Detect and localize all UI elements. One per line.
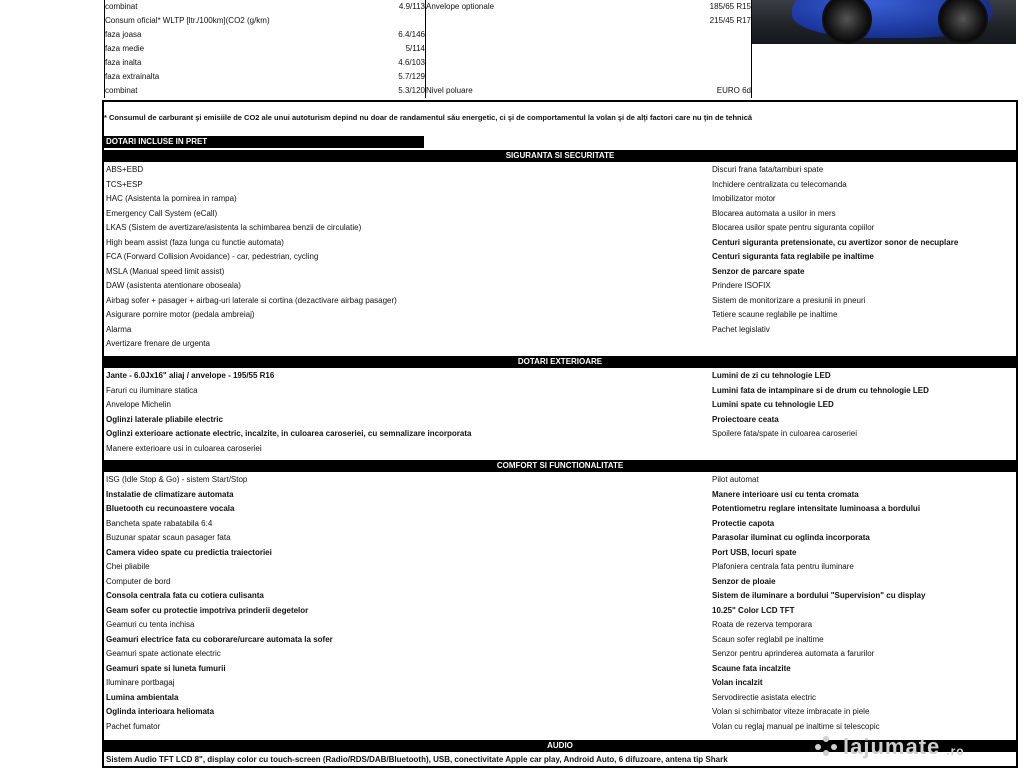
equipment-item: Blocarea usilor spate pentru siguranta copiilor: [712, 223, 875, 232]
spec-value: EURO 6d: [716, 86, 751, 95]
equipment-item: Tetiere scaune reglabile pe inaltime: [712, 310, 838, 319]
equipment-item: 10.25" Color LCD TFT: [712, 605, 795, 615]
watermark-text: lajumate: [843, 734, 941, 759]
section-right-column: [712, 163, 1012, 337]
equipment-item: Pilot automat: [712, 475, 759, 484]
equipment-item: Emergency Call System (eCall): [106, 208, 218, 218]
spec-row: [426, 0, 751, 14]
spec-label: faza joasa: [105, 30, 142, 39]
equipment-item: Geamuri spate actionate electric: [106, 649, 221, 658]
equipment-item: Buzunar spatar scaun pasager fata: [106, 533, 231, 542]
equipment-item: Volan cu reglaj manual pe inaltime si telescopic: [712, 721, 880, 731]
section-header: AUDIO: [104, 740, 1016, 752]
equipment-item: Chei pliabile: [106, 562, 150, 571]
equipment-item: Geamuri cu tenta inchisa: [106, 620, 195, 629]
equipment-item: Oglinzi laterale pliabile electric: [106, 414, 223, 424]
spec-value: 5/114: [405, 44, 425, 53]
equipment-item: ISG (Idle Stop & Go) - sistem Start/Stop: [106, 475, 248, 484]
spec-row: [426, 84, 751, 98]
equipment-item: Lumini spate cu tehnologie LED: [712, 400, 834, 409]
spec-row: [426, 14, 751, 28]
spec-value: 5.3/120: [398, 86, 425, 95]
spec-row: [105, 0, 425, 14]
car-wheel: [938, 0, 988, 44]
equipment-item: Scaune fata incalzite: [712, 663, 791, 673]
spec-row: [105, 70, 425, 84]
spec-label: combinat: [105, 2, 138, 11]
equipment-item: Avertizare frenare de urgenta: [106, 339, 210, 348]
equipment-item: Protectie capota: [712, 518, 775, 528]
equipment-item: LKAS (Sistem de avertizare/asistenta la schimbarea benzii de circulatie): [106, 223, 362, 232]
equipment-item: Senzor pentru aprinderea automata a farurilor: [712, 649, 875, 658]
equipment-item: Prindere ISOFIX: [712, 281, 771, 290]
equipment-item: Camera video spate cu predictia traiectoriei: [106, 547, 272, 557]
equipment-item: Proiectoare ceata: [712, 414, 779, 424]
equipment-item: Volan incalzit: [712, 678, 763, 687]
equipment-item: Geam sofer cu protectie impotriva prinderii degetelor: [106, 605, 309, 615]
equipment-item: Pachet fumator: [106, 721, 161, 731]
equipment-item: FCA (Forward Collision Avoidance) - car, pedestrian, cycling: [106, 252, 319, 261]
tires-emissions-table: [425, 0, 752, 98]
equipment-item: Blocarea automata a usilor in mers: [712, 208, 836, 218]
spec-label: Anvelope optionale: [426, 2, 495, 11]
spec-row: [426, 28, 751, 42]
spec-row: [105, 14, 425, 28]
spec-row: [426, 42, 751, 56]
consumption-note: * Consumul de carburant şi emisiile de CO2 ale unui autoturism depind nu doar de randamentul său energetic, ci şi de comportamentul la volan şi de alţi factori care nu ţin de tehnică: [104, 113, 753, 122]
watermark-dots-icon: [815, 736, 837, 758]
spec-label: faza medie: [105, 44, 145, 53]
equipment-item: Centuri siguranta fata reglabile pe inaltime: [712, 252, 874, 261]
equipment-item: Roata de rezerva temporara: [712, 620, 813, 629]
watermark: [815, 732, 1015, 762]
equipment-item: Oglinzi exterioare actionate electric, incalzite, in culoarea caroseriei, cu semnalizare incorporata: [106, 429, 472, 438]
included-header: DOTARI INCLUSE IN PRET: [104, 136, 424, 148]
equipment-item: Senzor de ploaie: [712, 576, 776, 586]
equipment-item: Faruri cu iluminare statica: [106, 385, 198, 395]
spec-value: 5.7/129: [398, 72, 425, 81]
spec-label: faza inalta: [105, 58, 142, 67]
spec-row: [105, 84, 425, 98]
section-left-column: [106, 473, 706, 734]
equipment-item: Manere interioare usi cu tenta cromata: [712, 489, 859, 499]
spec-label: combinat: [105, 86, 138, 95]
equipment-item: ABS+EBD: [106, 165, 144, 174]
equipment-item: TCS+ESP: [106, 179, 143, 189]
spec-value: 6.4/146: [398, 30, 425, 39]
equipment-item: Centuri siguranta pretensionate, cu avertizor sonor de necuplare: [712, 237, 959, 247]
equipment-item: Lumini de zi cu tehnologie LED: [712, 371, 831, 380]
equipment-item: Bluetooth cu recunoastere vocala: [106, 504, 235, 513]
equipment-item: Geamuri spate si luneta fumurii: [106, 663, 226, 673]
equipment-item: Instalatie de climatizare automata: [106, 489, 234, 499]
equipment-item: Servodirectie asistata electric: [712, 692, 817, 702]
equipment-item: MSLA (Manual speed limit assist): [106, 266, 225, 276]
equipment-item: Bancheta spate rabatabila 6:4: [106, 518, 213, 528]
equipment-item: Potentiometru reglare intensitate luminoasa a bordului: [712, 504, 921, 513]
equipment-item: Geamuri electrice fata cu coborare/urcare automata la sofer: [106, 634, 333, 644]
spec-row: [426, 56, 751, 70]
spec-row: [105, 56, 425, 70]
watermark-suffix: .ro: [946, 744, 965, 758]
equipment-item: Lumina ambientala: [106, 692, 179, 702]
equipment-item: Asigurare pornire motor (pedala ambreiaj): [106, 310, 255, 319]
equipment-item: High beam assist (faza lunga cu functie automata): [106, 237, 284, 247]
section-header: DOTARI EXTERIOARE: [104, 356, 1016, 368]
equipment-item: Spoilere fata/spate in culoarea caroseriei: [712, 429, 857, 438]
car-photo: [752, 0, 1016, 44]
spec-value: 4.9/113: [398, 2, 425, 11]
equipment-item: Manere exterioare usi in culoarea caroseriei: [106, 443, 262, 453]
spec-label: Nivel poluare: [426, 86, 473, 95]
equipment-item: Plafoniera centrala fata pentru iluminare: [712, 562, 854, 571]
equipment-item: Iluminare portbagaj: [106, 678, 175, 687]
equipment-item: Port USB, locuri spate: [712, 547, 797, 557]
equipment-item: Sistem de monitorizare a presiunii in pneuri: [712, 295, 866, 305]
section-header: COMFORT SI FUNCTIONALITATE: [104, 460, 1016, 472]
equipment-item: Imobilizator motor: [712, 194, 776, 203]
spec-row: [426, 70, 751, 84]
equipment-item: Discuri frana fata/tamburi spate: [712, 165, 824, 174]
spec-row: [105, 42, 425, 56]
equipment-item: DAW (asistenta atentionare oboseala): [106, 281, 241, 290]
equipment-item: Senzor de parcare spate: [712, 266, 805, 276]
spec-row: [105, 28, 425, 42]
equipment-item: Inchidere centralizata cu telecomanda: [712, 179, 847, 189]
equipment-item: Pachet legislativ: [712, 324, 770, 334]
section-header: SIGURANTA SI SECURITATE: [104, 150, 1016, 162]
equipment-item: Jante - 6.0Jx16" aliaj / anvelope - 195/55 R16: [106, 371, 275, 380]
spec-label: Consum oficial* WLTP [ltr./100km](CO2 (g/km): [105, 16, 270, 25]
equipment-item: HAC (Asistenta la pornirea in rampa): [106, 194, 237, 203]
equipment-item: Computer de bord: [106, 576, 171, 586]
spec-label: faza extrainalta: [105, 72, 160, 81]
equipment-item: Anvelope Michelin: [106, 400, 171, 409]
section-left-column: [106, 369, 706, 456]
equipment-item: Parasolar iluminat cu oglinda incorporata: [712, 533, 870, 542]
equipment-item: Lumini fata de intampinare si de drum cu tehnologie LED: [712, 385, 929, 395]
section-left-column: [106, 163, 706, 352]
equipment-item: Sistem de iluminare a bordului "Supervision" cu display: [712, 591, 926, 600]
fuel-consumption-table: [104, 0, 426, 98]
equipment-item: Airbag sofer + pasager + airbag-uri laterale si cortina (dezactivare airbag pasager): [106, 295, 397, 305]
equipment-item: Consola centrala fata cu cotiera culisanta: [106, 591, 264, 600]
spec-value: 4.6/103: [398, 58, 425, 67]
equipment-item: Scaun sofer reglabil pe inaltime: [712, 634, 824, 644]
equipment-item: Sistem Audio TFT LCD 8", display color cu touch-screen (Radio/RDS/DAB/Bluetooth), USB, conectivitate Apple car play, Android Auto, 6 difuzoare, antena tip Shark: [106, 755, 728, 764]
section-right-column: [712, 369, 1012, 442]
equipment-item: Oglinda interioara heliomata: [106, 707, 215, 716]
spec-value: 185/65 R15: [709, 2, 751, 11]
equipment-item: Alarma: [106, 324, 132, 334]
equipment-item: Volan si schimbator viteze imbracate in piele: [712, 707, 870, 716]
section-right-column: [712, 473, 1012, 734]
spec-value: 215/45 R17: [709, 16, 751, 25]
